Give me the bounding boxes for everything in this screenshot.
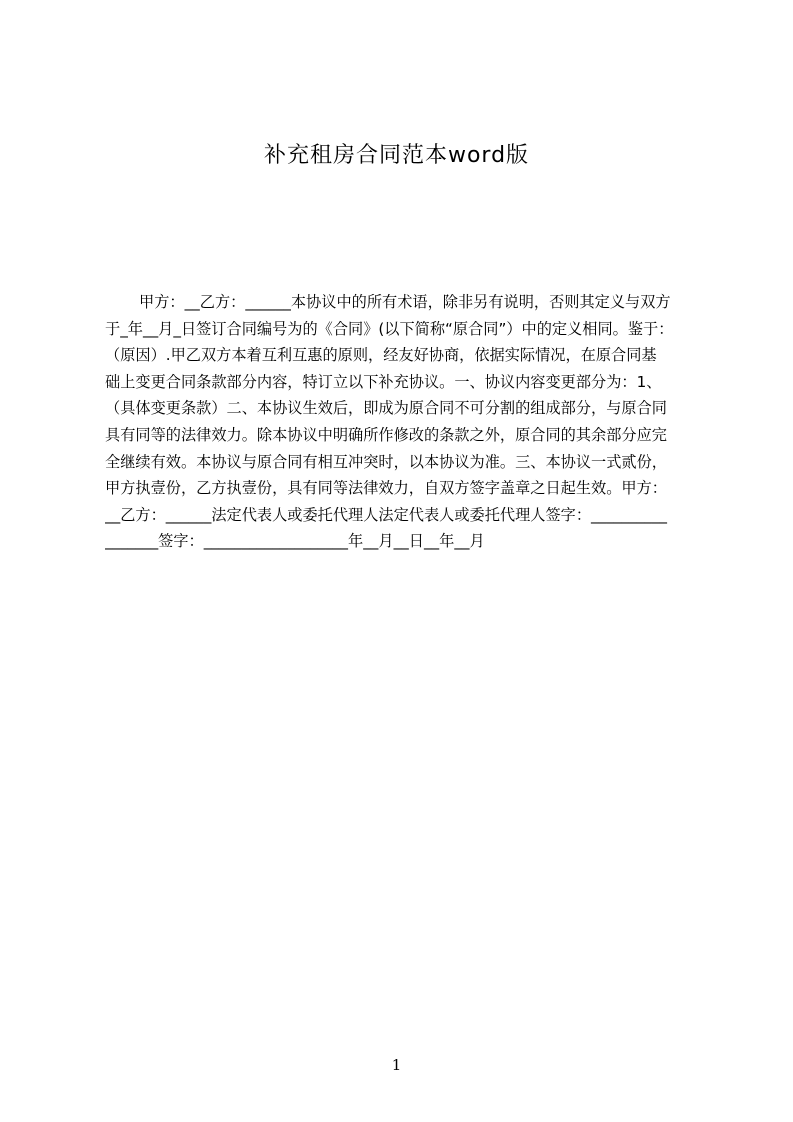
body-line: 于_年__月_日签订合同编号为的《合同》(以下简称“原合同”）中的定义相同。鉴于：	[105, 319, 674, 338]
page-number: 1	[391, 1056, 402, 1074]
body-line: _______签字：___________________年__月__日__年__月	[105, 532, 485, 551]
body-line: 甲方执壹份，乙方执壹份，具有同等法律效力，自双方签字盖章之日起生效。甲方：	[105, 479, 667, 498]
body-line: 础上变更合同条款部分内容，特订立以下补充协议。一、协议内容变更部分为：1、	[105, 372, 662, 391]
body-line: 甲方：__乙方：______本协议中的所有术语，除非另有说明，否则其定义与双方	[139, 293, 671, 311]
document-body	[105, 289, 705, 555]
body-line: （原因）.甲乙双方本着互利互惠的原则，经友好协商，依据实际情况，在原合同基	[105, 346, 657, 365]
document-title: 补充租房合同范本word版	[263, 143, 530, 168]
body-line: __乙方：______法定代表人或委托代理人法定代表人或委托代理人签字：__________	[105, 505, 667, 524]
body-line: 具有同等的法律效力。除本协议中明确所作修改的条款之外，原合同的其余部分应完	[105, 425, 667, 444]
body-line: （具体变更条款）二、本协议生效后，即成为原合同不可分割的组成部分，与原合同	[105, 399, 667, 418]
body-line: 全继续有效。本协议与原合同有相互冲突时，以本协议为准。三、本协议一式贰份，	[105, 452, 667, 471]
